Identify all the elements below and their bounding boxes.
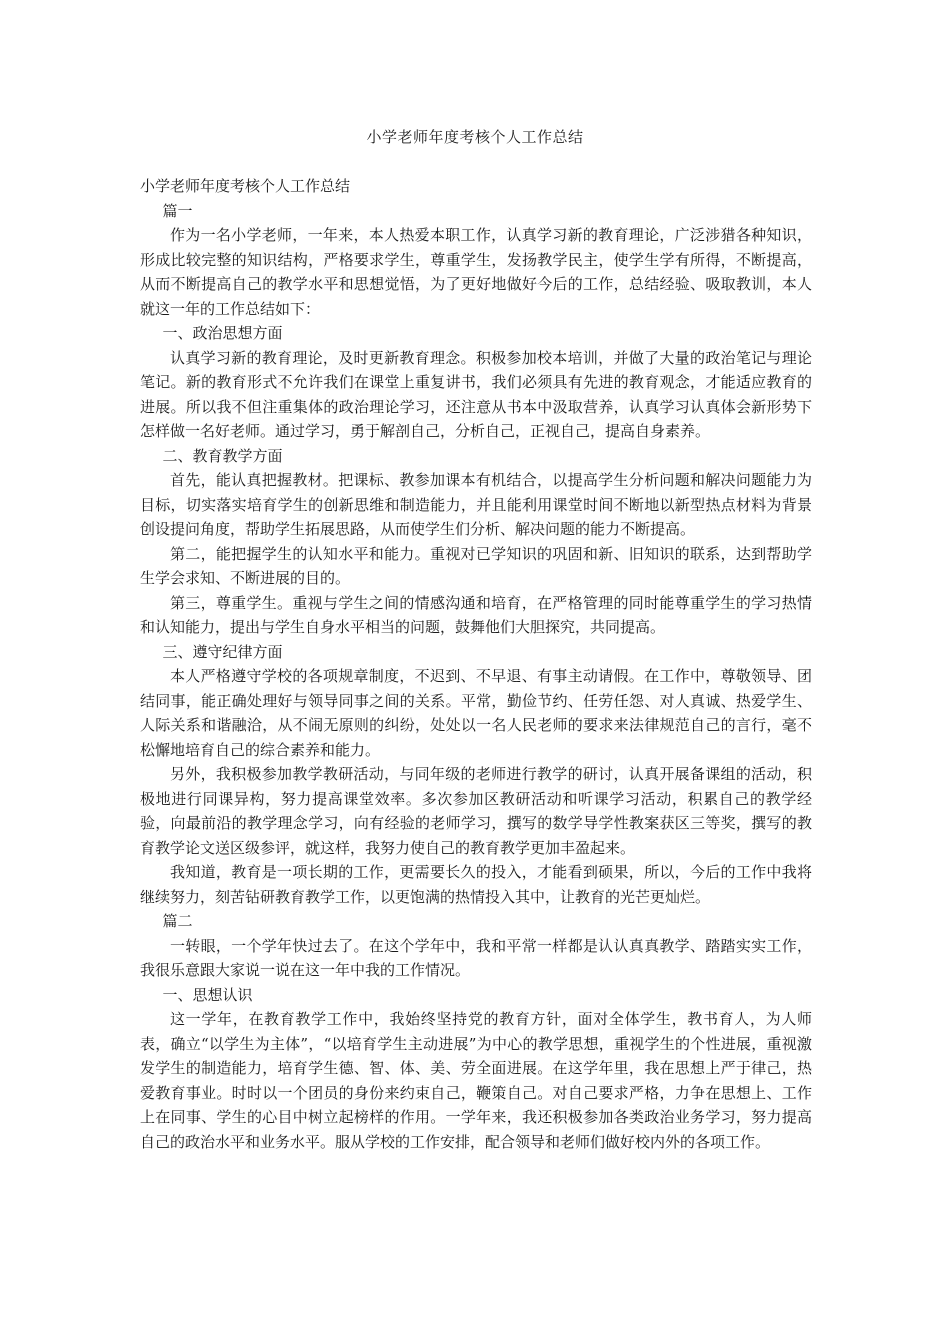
paragraph-politics: 认真学习新的教育理论，及时更新教育理念。积极参加校本培训，并做了大量的政治笔记与理论笔记。新的教育形式不允许我们在课堂上重复讲书，我们必须具有先进的教育观念，才能适应教育的进展。所以我不但注重集体的政治理论学习，还注意从书本中汲取营养，认真学习认真体会新形势下怎样做一名好老师。通过学习，勇于解剖自己，分析自己，正视自己，提高自身素养。 (140, 348, 812, 440)
section-heading-discipline: 三、遵守纪律方面 (162, 642, 283, 661)
paragraph-conclusion: 我知道，教育是一项长期的工作，更需要长久的投入，才能看到硕果，所以，今后的工作中我将继续努力，刻苦钻研教育教学工作，以更饱满的热情投入其中，让教育的光芒更灿烂。 (140, 863, 812, 906)
section-label-part-one: 篇一 (162, 201, 193, 220)
paragraph-teaching-first: 首先，能认真把握教材。把课标、教参加课本有机结合，以提高学生分析问题和解决问题能力为目标，切实落实培育学生的创新思维和制造能力，并且能利用课堂时间不断地以新型热点材料为背景创设提问角度，帮助学生拓展思路，从而使学生们分析、解决问题的能力不断提高。 (140, 471, 812, 538)
section-heading-teaching: 二、教育教学方面 (162, 446, 283, 465)
paragraph-teaching-second: 第二，能把握学生的认知水平和能力。重视对已学知识的巩固和新、旧知识的联系，达到帮助学生学会求知、不断进展的目的。 (140, 544, 812, 587)
paragraph-thought: 这一学年，在教育教学工作中，我始终坚持党的教育方针，面对全体学生，教书育人，为人师表，确立“以学生为主体”，“以培育学生主动进展”为中心的教学思想，重视学生的个性进展，重视激发学生的制造能力，培育学生德、智、体、美、劳全面进展。在这学年里，我在思想上严于律己，热爱教育事业。时时以一个团员的身份来约束自己，鞭策自己。对自己要求严格，力争在思想上、工作上在同事、学生的心目中树立起榜样的作用。一学年来，我还积极参加各类政治业务学习，努力提高自己的政治水平和业务水平。服从学校的工作安排，配合领导和老师们做好校内外的各项工作。 (140, 1010, 812, 1151)
paragraph-teaching-third: 第三，尊重学生。重视与学生之间的情感沟通和培育，在严格管理的同时能尊重学生的学习热情和认知能力，提出与学生自身水平相当的问题，鼓舞他们大胆探究，共同提高。 (140, 593, 812, 636)
paragraph-intro: 作为一名小学老师，一年来，本人热爱本职工作，认真学习新的教育理论，广泛涉猎各种知识，形成比较完整的知识结构，严格要求学生，尊重学生，发扬教学民主，使学生学有所得，不断提高，从而不断提高自己的教学水平和思想觉悟，为了更好地做好今后的工作，总结经验、吸取教训，本人就这一年的工作总结如下： (140, 226, 812, 318)
paragraph-research: 另外，我积极参加教学教研活动，与同年级的老师进行教学的研讨，认真开展备课组的活动，积极地进行同课异构，努力提高课堂效率。多次参加区教研活动和听课学习活动，积累自己的教学经验，向最前沿的教学理念学习，向有经验的老师学习，撰写的数学导学性教案获区三等奖，撰写的教育教学论文送区级参评，就这样，我努力使自己的教育教学更加丰盈起来。 (140, 765, 812, 857)
paragraph-discipline: 本人严格遵守学校的各项规章制度，不迟到、不早退、有事主动请假。在工作中，尊敬领导、团结同事，能正确处理好与领导同事之间的关系。平常，勤俭节约、任劳任怨、对人真诚、热爱学生、人际关系和谐融洽，从不闹无原则的纠纷，处处以一名人民老师的要求来法律规范自己的言行，毫不松懈地培育自己的综合素养和能力。 (140, 667, 812, 759)
page-title: 小学老师年度考核个人工作总结 (366, 128, 584, 146)
document-body (140, 174, 812, 1154)
section-heading-politics: 一、政治思想方面 (162, 324, 283, 342)
document-heading: 小学老师年度考核个人工作总结 (140, 177, 351, 195)
section-heading-thought: 一、思想认识 (162, 985, 253, 1004)
paragraph-part-two-intro: 一转眼，一个学年快过去了。在这个学年中，我和平常一样都是认认真真教学、踏踏实实工作，我很乐意跟大家说一说在这一年中我的工作情况。 (140, 936, 812, 979)
section-label-part-two: 篇二 (162, 912, 193, 930)
